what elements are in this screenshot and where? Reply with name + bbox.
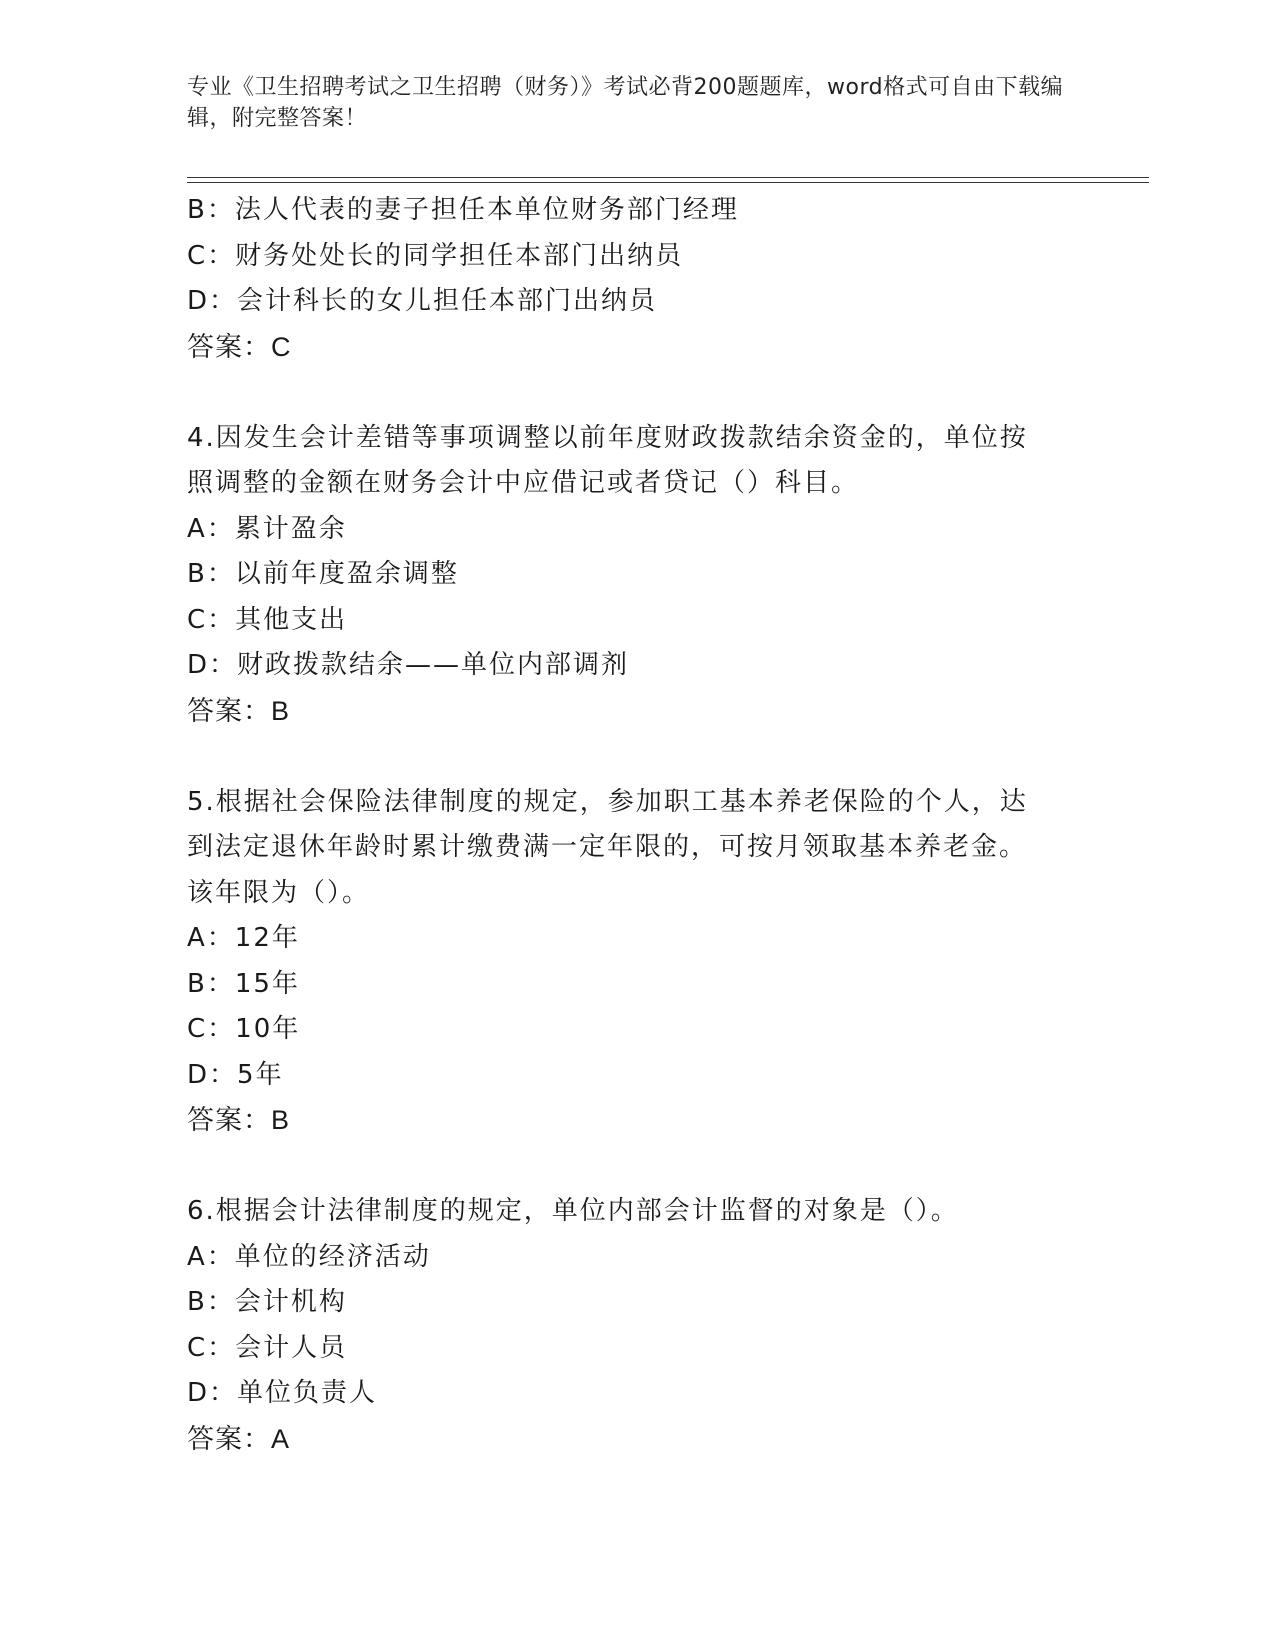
- question-4-stem-line-1: 4.因发生会计差错等事项调整以前年度财政拨款结余资金的，单位按: [187, 422, 1028, 453]
- question-6-stem-line-1: 6.根据会计法律制度的规定，单位内部会计监督的对象是（）。: [187, 1196, 959, 1226]
- question-6-option-a: A：单位的经济活动: [187, 1241, 431, 1272]
- question-4-option-b: B：以前年度盈余调整: [187, 559, 459, 589]
- question-4-stem-line-2: 照调整的金额在财务会计中应借记或者贷记（）科目。: [187, 468, 860, 498]
- question-5-option-b: B：15年: [187, 968, 300, 999]
- question-6-block: [187, 1189, 1087, 1462]
- question-3-option-c: C：财务处处长的同学担任本部门出纳员: [187, 240, 684, 271]
- question-5-stem-line-3: 该年限为（）。: [187, 877, 371, 908]
- question-6-answer: 答案：A: [187, 1423, 291, 1454]
- question-3-answer: 答案：C: [187, 331, 292, 362]
- question-5-stem-line-1: 5.根据社会保险法律制度的规定，参加职工基本养老保险的个人，达: [187, 786, 1028, 817]
- document-header: [187, 72, 1067, 134]
- question-5-option-a: A：12年: [187, 923, 300, 953]
- question-5-stem-line-2: 到法定退休年龄时累计缴费满一定年限的，可按月领取基本养老金。: [187, 832, 1028, 862]
- question-4-option-d: D：财政拨款结余——单位内部调剂: [187, 650, 630, 680]
- spacer: [187, 370, 1087, 416]
- question-3-block: [187, 188, 1087, 370]
- question-5-option-c: C：10年: [187, 1014, 301, 1044]
- document-title: 专业《卫生招聘考试之卫生招聘（财务）》考试必背200题题库，word格式可自由下载编辑，附完整答案！: [187, 75, 1064, 131]
- question-6-option-d: D：单位负责人: [187, 1378, 378, 1408]
- question-5-option-d: D：5年: [187, 1059, 284, 1090]
- header-divider-top: [187, 177, 1149, 178]
- question-5-block: [187, 780, 1087, 1144]
- question-4-block: [187, 416, 1087, 735]
- question-5-answer: 答案：B: [187, 1105, 291, 1135]
- question-4-option-c: C：其他支出: [187, 604, 348, 635]
- question-3-option-d: D：会计科长的女儿担任本部门出纳员: [187, 286, 658, 316]
- question-6-option-c: C：会计人员: [187, 1332, 348, 1363]
- header-divider-bottom: [187, 182, 1149, 183]
- question-3-option-b: B：法人代表的妻子担任本单位财务部门经理: [187, 195, 739, 225]
- question-6-option-b: B：会计机构: [187, 1287, 347, 1317]
- question-4-option-a: A：累计盈余: [187, 513, 347, 544]
- question-content: [187, 188, 1087, 1462]
- question-4-answer: 答案：B: [187, 695, 291, 726]
- spacer: [187, 734, 1087, 780]
- spacer: [187, 1144, 1087, 1190]
